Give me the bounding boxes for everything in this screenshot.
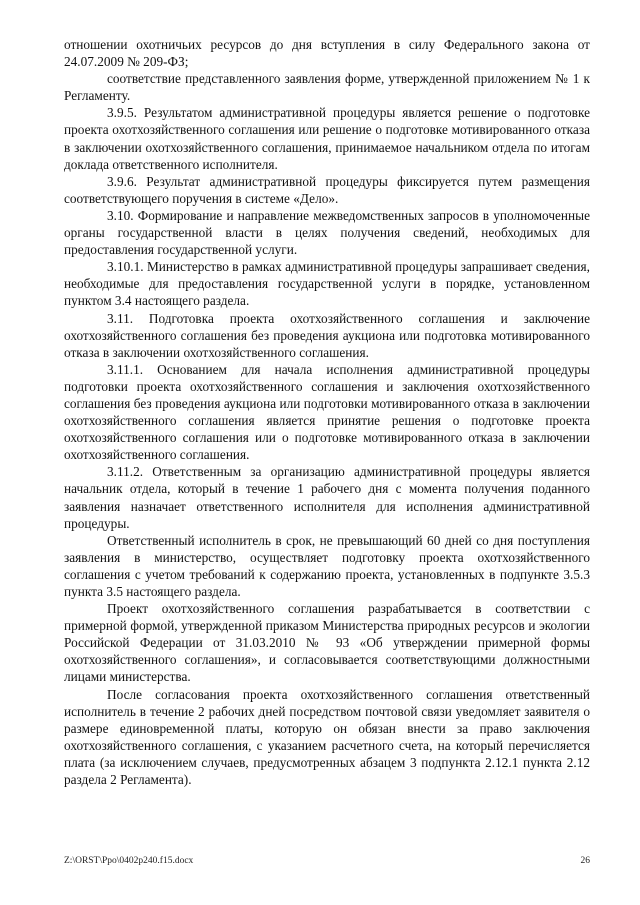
paragraph: Проект охотхозяйственного соглашения разрабатывается в соответствии с примерной формой, утвержденной приказом Министерства природных ресурсов и экологии Российской Федерации от 31.03.2010 № 93 «Об утверждении примерной формы охотхозяйственного соглашения», и согласовывается соответствующими должностными лицами министерства. [64, 601, 590, 685]
page-number: 26 [580, 856, 590, 866]
paragraph: 3.9.5. Результатом административной процедуры является решение о подготовке проекта охотхозяйственного соглашения или решение о подготовке мотивированного отказа в заключении охотхозяйственного соглашения, принимаемое начальником отдела по итогам доклада ответственного исполнителя. [64, 105, 590, 172]
document-body [64, 36, 590, 788]
paragraph: соответствие представленного заявления форме, утвержденной приложением № 1 к Регламенту. [64, 71, 590, 104]
paragraph: 3.9.6. Результат административной процедуры фиксируется путем размещения соответствующего поручения в системе «Дело». [64, 173, 590, 206]
footer-file-path: Z:\ORST\Ppo\0402p240.f15.docx [64, 856, 194, 866]
paragraph: 3.11.1. Основанием для начала исполнения административной процедуры подготовки проекта охотхозяйственного соглашения и заключения охотхозяйственного соглашения без проведения аукциона или подготовки мотивированного отказа в заключении охотхозяйственного соглашения является принятие решения о подготовке проекта охотхозяйственного соглашения или о подготовке мотивированного отказа в заключении охотхозяйственного соглашения. [64, 361, 590, 463]
paragraph: 3.10. Формирование и направление межведомственных запросов в уполномоченные органы государственной власти в целях получения сведений, необходимых для предоставления государственной услуги. [64, 207, 590, 258]
paragraph: 3.10.1. Министерство в рамках административной процедуры запрашивает сведения, необходимые для предоставления государственной услуги в порядке, установленном пунктом 3.4 настоящего раздела. [64, 259, 590, 309]
paragraph: Ответственный исполнитель в срок, не превышающий 60 дней со дня поступления заявления в министерство, осуществляет подготовку проекта охотхозяйственного соглашения с учетом требований к содержанию проекта, установленных в подпункте 3.5.3 пункта 3.5 настоящего раздела. [64, 532, 590, 599]
paragraph: 3.11.2. Ответственным за организацию административной процедуры является начальник отдела, который в течение 1 рабочего дня с момента получения поданного заявления назначает ответственного исполнителя для исполнения административной процедуры. [64, 464, 590, 531]
paragraph: 3.11. Подготовка проекта охотхозяйственного соглашения и заключение охотхозяйственного соглашения без проведения аукциона или подготовка мотивированного отказа в заключении охотхозяйственного соглашения. [64, 310, 590, 360]
page-footer [64, 856, 590, 866]
paragraph: отношении охотничьих ресурсов до дня вступления в силу Федерального закона от 24.07.2009 № 209-ФЗ; [64, 37, 590, 70]
paragraph: После согласования проекта охотхозяйственного соглашения ответственный исполнитель в течение 2 рабочих дней посредством почтовой связи уведомляет заявителя о размере единовременной платы, которую он обязан внести за право заключения охотхозяйственного соглашения, с указанием расчетного счета, на который перечисляется плата (за исключением случаев, предусмотренных абзацем 3 подпункта 2.12.1 пункта 2.12 раздела 2 Регламента). [64, 686, 590, 788]
